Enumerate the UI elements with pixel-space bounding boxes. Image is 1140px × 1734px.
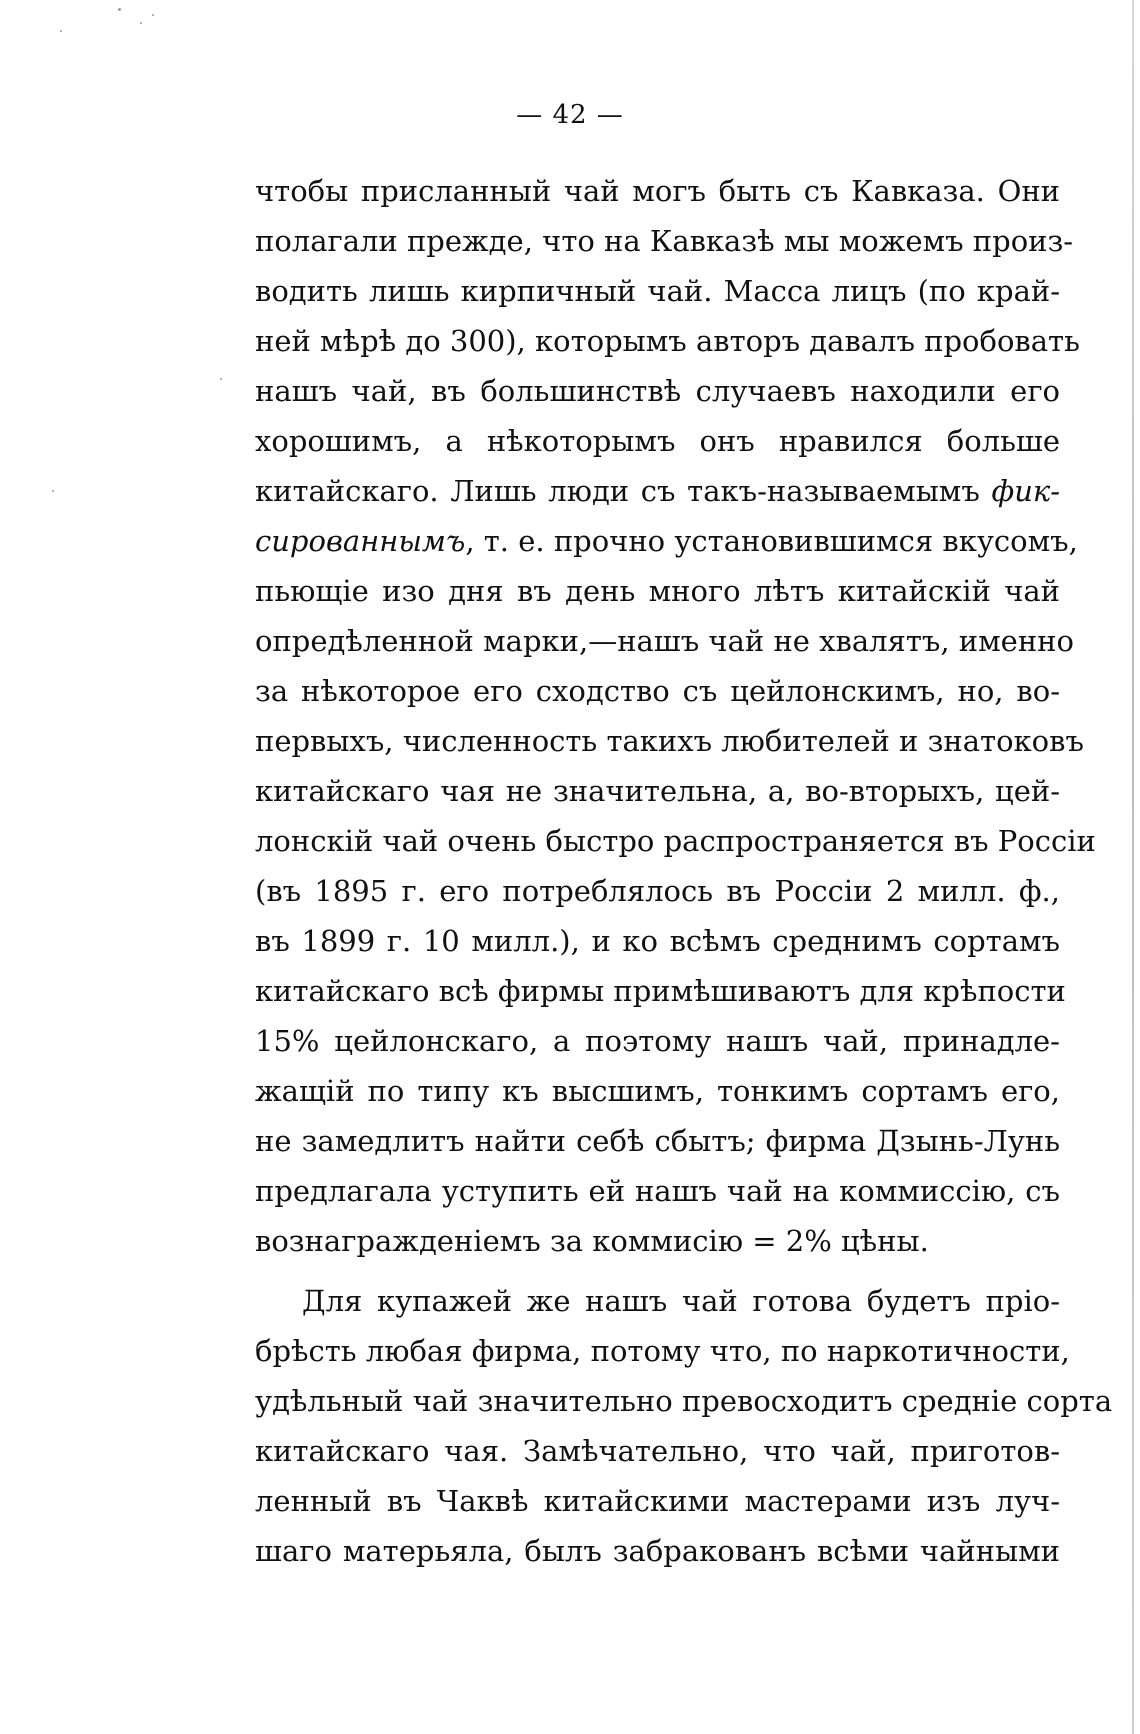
scan-edge — [1132, 0, 1134, 1734]
text-line: въ 1899 г. 10 милл.), и ко всѣмъ среднимъ сортамъ — [255, 924, 1060, 958]
text-line: пьющіе изо дня въ день много лѣтъ китайскій чай — [255, 574, 1060, 608]
text-line: полагали прежде, что на Кавказѣ мы можемъ произ- — [255, 224, 1074, 258]
page-number: — 42 — — [516, 100, 624, 130]
text-line: китайскаго всѣ фирмы примѣшиваютъ для крѣпости — [255, 974, 1066, 1008]
scan-speck — [118, 8, 121, 11]
text-line: удѣльный чай значительно превосходитъ средніе сорта — [255, 1384, 1113, 1418]
italic-text: сированнымъ — [255, 524, 466, 558]
scan-speck — [52, 490, 54, 492]
text-line: чтобы присланный чай могъ быть съ Кавказа. Они — [255, 174, 1060, 208]
text-line: не замедлитъ найти себѣ сбытъ; фирма Дзынь-Лунь — [255, 1124, 1060, 1158]
body-text — [255, 166, 1113, 1576]
text-line: 15% цейлонскаго, а поэтому нашъ чай, принадле- — [255, 1024, 1060, 1058]
text-line — [255, 466, 1060, 516]
scan-speck — [140, 22, 142, 24]
text-line: опредѣленной марки,—нашъ чай не хвалятъ, именно — [255, 624, 1074, 658]
scan-speck — [152, 14, 154, 16]
text-span: , т. е. прочно установившимся вкусомъ, — [465, 524, 1078, 558]
text-line: хорошимъ, а нѣкоторымъ онъ нравился больше — [255, 424, 1060, 458]
paragraph-gap — [255, 1266, 1060, 1276]
scan-speck — [220, 378, 222, 380]
text-span: китайскаго. Лишь люди съ такъ-называемымъ — [255, 474, 992, 508]
text-line: китайскаго чая не значительна, а, во-вторыхъ, цей- — [255, 774, 1060, 808]
text-line: лонскій чай очень быстро распространяется въ Россіи — [255, 824, 1096, 858]
text-line: ней мѣрѣ до 300), которымъ авторъ давалъ пробовать — [255, 324, 1080, 358]
text-line: Для купажей же нашъ чай готова будетъ пріо- — [302, 1284, 1060, 1318]
text-line: шаго матерьяла, былъ забракованъ всѣми чайными — [255, 1534, 1060, 1568]
italic-text: фик- — [991, 474, 1060, 508]
text-line: ленный въ Чаквѣ китайскими мастерами изъ луч- — [255, 1484, 1060, 1518]
text-line: предлагала уступить ей нашъ чай на коммиссію, съ — [255, 1174, 1060, 1208]
text-line: за нѣкоторое его сходство съ цейлонскимъ, но, во- — [255, 674, 1060, 708]
text-line: брѣсть любая фирма, потому что, по наркотичности, — [255, 1334, 1070, 1368]
scan-speck — [60, 30, 62, 32]
text-line — [255, 516, 1078, 566]
text-line: вознагражденіемъ за коммисію = 2% цѣны. — [255, 1224, 929, 1258]
text-line: водить лишь кирпичный чай. Масса лицъ (по край- — [255, 274, 1060, 308]
text-line: первыхъ, численность такихъ любителей и знатоковъ — [255, 724, 1084, 758]
text-line: китайскаго чая. Замѣчательно, что чай, приготов- — [255, 1434, 1060, 1468]
text-line: жащій по типу къ высшимъ, тонкимъ сортамъ его, — [255, 1074, 1060, 1108]
text-line: нашъ чай, въ большинствѣ случаевъ находили его — [255, 374, 1060, 408]
text-line: (въ 1895 г. его потреблялось въ Россіи 2 милл. ф., — [255, 874, 1060, 908]
